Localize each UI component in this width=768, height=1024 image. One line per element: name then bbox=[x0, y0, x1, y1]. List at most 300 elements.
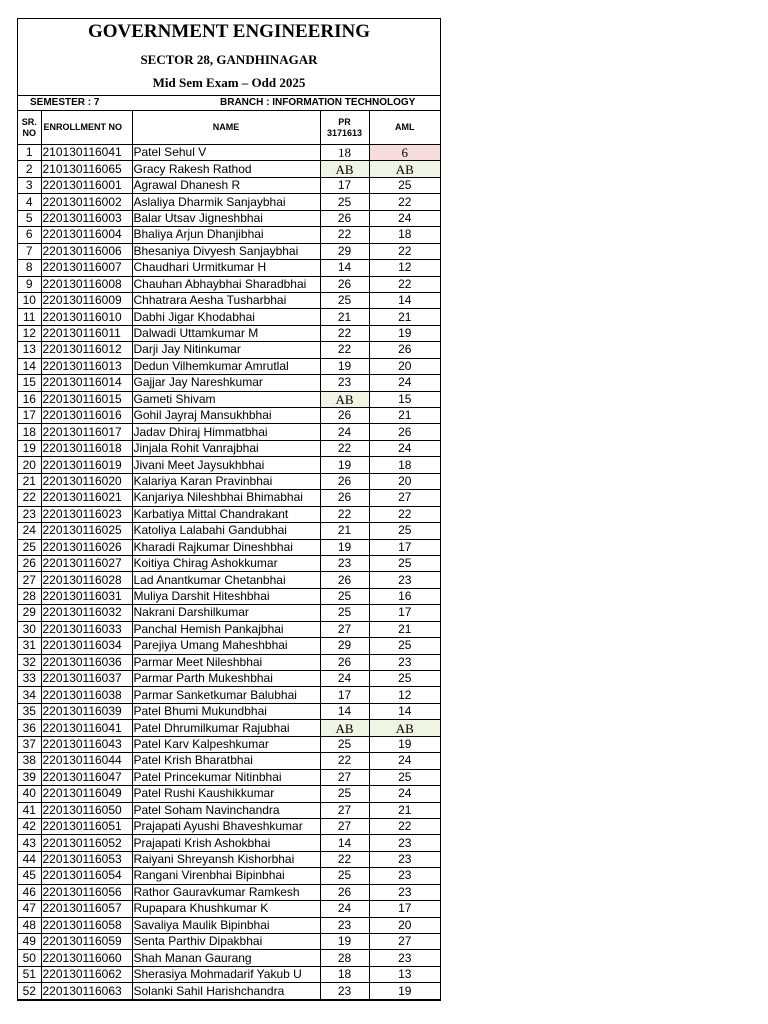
sr-cell: 50 bbox=[18, 950, 41, 966]
table-row bbox=[18, 966, 440, 982]
name-cell: Gracy Rakesh Rathod bbox=[132, 161, 320, 177]
enrollment-cell: 220130116023 bbox=[41, 506, 132, 522]
enrollment-cell: 220130116006 bbox=[41, 243, 132, 259]
enrollment-cell: 220130116016 bbox=[41, 408, 132, 424]
table-row bbox=[18, 868, 440, 884]
pr-mark-cell: 18 bbox=[320, 966, 369, 982]
institute-title: GOVERNMENT ENGINEERING bbox=[87, 21, 371, 42]
sr-cell: 34 bbox=[18, 687, 41, 703]
sr-cell: 8 bbox=[18, 260, 41, 276]
aml-mark-cell: 23 bbox=[369, 868, 440, 884]
name-cell: Senta Parthiv Dipakbhai bbox=[132, 934, 320, 950]
name-cell: Jinjala Rohit Vanrajbhai bbox=[132, 440, 320, 456]
table-row bbox=[18, 753, 440, 769]
table-row bbox=[18, 621, 440, 637]
pr-mark-cell: 25 bbox=[320, 868, 369, 884]
aml-mark-cell: 24 bbox=[369, 753, 440, 769]
aml-mark-cell: 25 bbox=[369, 671, 440, 687]
table-row bbox=[18, 473, 440, 489]
sr-cell: 15 bbox=[18, 375, 41, 391]
enrollment-cell: 220130116003 bbox=[41, 210, 132, 226]
table-row bbox=[18, 901, 440, 917]
pr-mark-cell: 29 bbox=[320, 638, 369, 654]
pr-mark-cell: 24 bbox=[320, 671, 369, 687]
name-cell: Rupapara Khushkumar K bbox=[132, 901, 320, 917]
sr-header-line1: SR. bbox=[21, 116, 37, 127]
sr-cell: 52 bbox=[18, 983, 41, 999]
sr-cell: 3 bbox=[18, 177, 41, 193]
enrollment-cell: 220130116057 bbox=[41, 901, 132, 917]
name-cell: Dabhi Jigar Khodabhai bbox=[132, 309, 320, 325]
table-row bbox=[18, 194, 440, 210]
name-cell: Parmar Sanketkumar Balubhai bbox=[132, 687, 320, 703]
name-cell: Muliya Darshit Hiteshbhai bbox=[132, 588, 320, 604]
enrollment-cell: 220130116001 bbox=[41, 177, 132, 193]
pr-mark-cell: 25 bbox=[320, 786, 369, 802]
enrollment-cell: 220130116018 bbox=[41, 440, 132, 456]
name-cell: Nakrani Darshilkumar bbox=[132, 605, 320, 621]
aml-mark-cell: 22 bbox=[369, 506, 440, 522]
name-cell: Koitiya Chirag Ashokkumar bbox=[132, 555, 320, 571]
aml-mark-cell: 14 bbox=[369, 292, 440, 308]
name-cell: Panchal Hemish Pankajbhai bbox=[132, 621, 320, 637]
table-row bbox=[18, 375, 440, 391]
enrollment-cell: 220130116062 bbox=[41, 966, 132, 982]
enrollment-cell: 220130116063 bbox=[41, 983, 132, 999]
table-row bbox=[18, 292, 440, 308]
name-cell: Kanjariya Nileshbhai Bhimabhai bbox=[132, 490, 320, 506]
semester-label: SEMESTER : 7 bbox=[30, 97, 100, 108]
pr-header-line2: 3171613 bbox=[326, 127, 363, 138]
table-row bbox=[18, 572, 440, 588]
table-row bbox=[18, 720, 440, 736]
table-body bbox=[18, 145, 440, 1000]
aml-mark-cell: 23 bbox=[369, 572, 440, 588]
aml-mark-cell: 20 bbox=[369, 358, 440, 374]
pr-mark-cell: 14 bbox=[320, 703, 369, 719]
name-cell: Aslaliya Dharmik Sanjaybhai bbox=[132, 194, 320, 210]
table-row bbox=[18, 884, 440, 900]
name-cell: Kalariya Karan Pravinbhai bbox=[132, 473, 320, 489]
col-header-enrollment: ENROLLMENT NO bbox=[41, 111, 132, 145]
pr-mark-cell: 25 bbox=[320, 588, 369, 604]
sr-cell: 44 bbox=[18, 851, 41, 867]
aml-mark-cell: 26 bbox=[369, 424, 440, 440]
col-header-sr bbox=[18, 111, 41, 145]
aml-mark-cell: 21 bbox=[369, 621, 440, 637]
table-row bbox=[18, 309, 440, 325]
aml-mark-cell: 22 bbox=[369, 276, 440, 292]
aml-mark-cell: 18 bbox=[369, 227, 440, 243]
pr-mark-cell: 22 bbox=[320, 753, 369, 769]
aml-mark-cell: 16 bbox=[369, 588, 440, 604]
enrollment-cell: 210130116041 bbox=[41, 145, 132, 161]
enrollment-cell: 210130116065 bbox=[41, 161, 132, 177]
col-header-aml: AML bbox=[369, 111, 440, 145]
aml-mark-cell: 25 bbox=[369, 177, 440, 193]
pr-mark-cell: 27 bbox=[320, 818, 369, 834]
branch-label: BRANCH : INFORMATION TECHNOLOGY bbox=[220, 97, 416, 108]
enrollment-cell: 220130116009 bbox=[41, 292, 132, 308]
aml-mark-cell: 14 bbox=[369, 703, 440, 719]
enrollment-cell: 220130116027 bbox=[41, 555, 132, 571]
aml-mark-cell: 24 bbox=[369, 210, 440, 226]
pr-mark-cell: 23 bbox=[320, 983, 369, 999]
pr-mark-cell: 26 bbox=[320, 654, 369, 670]
sr-cell: 5 bbox=[18, 210, 41, 226]
table-header-row bbox=[18, 111, 440, 145]
pr-mark-cell: 21 bbox=[320, 309, 369, 325]
name-cell: Agrawal Dhanesh R bbox=[132, 177, 320, 193]
name-cell: Patel Bhumi Mukundbhai bbox=[132, 703, 320, 719]
pr-mark-cell: 24 bbox=[320, 424, 369, 440]
pr-mark-cell: 22 bbox=[320, 342, 369, 358]
name-cell: Patel Karv Kalpeshkumar bbox=[132, 736, 320, 752]
table-row bbox=[18, 408, 440, 424]
enrollment-cell: 220130116049 bbox=[41, 786, 132, 802]
name-cell: Dedun Vilhemkumar Amrutlal bbox=[132, 358, 320, 374]
aml-mark-cell: 20 bbox=[369, 917, 440, 933]
enrollment-cell: 220130116054 bbox=[41, 868, 132, 884]
sr-cell: 26 bbox=[18, 555, 41, 571]
enrollment-cell: 220130116044 bbox=[41, 753, 132, 769]
name-cell: Chauhan Abhaybhai Sharadbhai bbox=[132, 276, 320, 292]
name-cell: Rathor Gauravkumar Ramkesh bbox=[132, 884, 320, 900]
table-row bbox=[18, 917, 440, 933]
table-row bbox=[18, 276, 440, 292]
enrollment-cell: 220130116051 bbox=[41, 818, 132, 834]
table-row bbox=[18, 260, 440, 276]
table-row bbox=[18, 523, 440, 539]
name-cell: Gameti Shivam bbox=[132, 391, 320, 407]
sr-cell: 38 bbox=[18, 753, 41, 769]
aml-mark-cell: 17 bbox=[369, 901, 440, 917]
table-row bbox=[18, 342, 440, 358]
table-row bbox=[18, 736, 440, 752]
enrollment-cell: 220130116037 bbox=[41, 671, 132, 687]
sr-cell: 42 bbox=[18, 818, 41, 834]
pr-mark-cell: AB bbox=[320, 391, 369, 407]
aml-mark-cell: 26 bbox=[369, 342, 440, 358]
pr-mark-cell: 23 bbox=[320, 555, 369, 571]
name-cell: Kharadi Rajkumar Dineshbhai bbox=[132, 539, 320, 555]
enrollment-cell: 220130116052 bbox=[41, 835, 132, 851]
aml-mark-cell: 18 bbox=[369, 457, 440, 473]
sr-cell: 13 bbox=[18, 342, 41, 358]
sr-cell: 2 bbox=[18, 161, 41, 177]
table-row bbox=[18, 555, 440, 571]
pr-mark-cell: 17 bbox=[320, 177, 369, 193]
enrollment-cell: 220130116008 bbox=[41, 276, 132, 292]
aml-mark-cell: 13 bbox=[369, 966, 440, 982]
aml-mark-cell: 21 bbox=[369, 802, 440, 818]
sr-cell: 45 bbox=[18, 868, 41, 884]
name-cell: Parmar Parth Mukeshbhai bbox=[132, 671, 320, 687]
sr-cell: 48 bbox=[18, 917, 41, 933]
sr-cell: 18 bbox=[18, 424, 41, 440]
pr-mark-cell: 25 bbox=[320, 292, 369, 308]
pr-mark-cell: 17 bbox=[320, 687, 369, 703]
sr-cell: 22 bbox=[18, 490, 41, 506]
sr-cell: 6 bbox=[18, 227, 41, 243]
enrollment-cell: 220130116033 bbox=[41, 621, 132, 637]
name-cell: Solanki Sahil Harishchandra bbox=[132, 983, 320, 999]
aml-mark-cell: 27 bbox=[369, 934, 440, 950]
pr-mark-cell: 23 bbox=[320, 375, 369, 391]
aml-mark-cell: 12 bbox=[369, 687, 440, 703]
enrollment-cell: 220130116058 bbox=[41, 917, 132, 933]
pr-mark-cell: 25 bbox=[320, 605, 369, 621]
marks-table bbox=[18, 111, 440, 1000]
table-row bbox=[18, 424, 440, 440]
table-row bbox=[18, 605, 440, 621]
aml-mark-cell: 23 bbox=[369, 851, 440, 867]
name-cell: Gohil Jayraj Mansukhbhai bbox=[132, 408, 320, 424]
sr-cell: 24 bbox=[18, 523, 41, 539]
aml-mark-cell: 22 bbox=[369, 243, 440, 259]
table-row bbox=[18, 145, 440, 161]
table-row bbox=[18, 391, 440, 407]
sr-cell: 39 bbox=[18, 769, 41, 785]
enrollment-cell: 220130116014 bbox=[41, 375, 132, 391]
enrollment-cell: 220130116041 bbox=[41, 720, 132, 736]
pr-mark-cell: 26 bbox=[320, 276, 369, 292]
aml-mark-cell: 24 bbox=[369, 440, 440, 456]
table-row bbox=[18, 818, 440, 834]
enrollment-cell: 220130116012 bbox=[41, 342, 132, 358]
pr-mark-cell: 19 bbox=[320, 934, 369, 950]
sr-cell: 40 bbox=[18, 786, 41, 802]
aml-mark-cell: AB bbox=[369, 720, 440, 736]
table-row bbox=[18, 490, 440, 506]
aml-mark-cell: 21 bbox=[369, 309, 440, 325]
table-row bbox=[18, 769, 440, 785]
enrollment-cell: 220130116015 bbox=[41, 391, 132, 407]
enrollment-cell: 220130116059 bbox=[41, 934, 132, 950]
aml-mark-cell: 22 bbox=[369, 818, 440, 834]
aml-mark-cell: 23 bbox=[369, 884, 440, 900]
table-row bbox=[18, 588, 440, 604]
aml-mark-cell: 21 bbox=[369, 408, 440, 424]
sr-cell: 4 bbox=[18, 194, 41, 210]
sr-cell: 9 bbox=[18, 276, 41, 292]
sr-cell: 37 bbox=[18, 736, 41, 752]
name-cell: Savaliya Maulik Bipinbhai bbox=[132, 917, 320, 933]
name-cell: Patel Dhrumilkumar Rajubhai bbox=[132, 720, 320, 736]
pr-mark-cell: 19 bbox=[320, 539, 369, 555]
pr-mark-cell: 28 bbox=[320, 950, 369, 966]
aml-mark-cell: 17 bbox=[369, 605, 440, 621]
enrollment-cell: 220130116021 bbox=[41, 490, 132, 506]
enrollment-cell: 220130116050 bbox=[41, 802, 132, 818]
pr-mark-cell: 23 bbox=[320, 917, 369, 933]
pr-mark-cell: 14 bbox=[320, 835, 369, 851]
aml-mark-cell: 19 bbox=[369, 983, 440, 999]
enrollment-cell: 220130116028 bbox=[41, 572, 132, 588]
name-cell: Bhesaniya Divyesh Sanjaybhai bbox=[132, 243, 320, 259]
name-cell: Darji Jay Nitinkumar bbox=[132, 342, 320, 358]
pr-mark-cell: 22 bbox=[320, 440, 369, 456]
table-row bbox=[18, 687, 440, 703]
table-row bbox=[18, 358, 440, 374]
aml-mark-cell: 17 bbox=[369, 539, 440, 555]
name-cell: Lad Anantkumar Chetanbhai bbox=[132, 572, 320, 588]
pr-mark-cell: 22 bbox=[320, 506, 369, 522]
pr-mark-cell: AB bbox=[320, 720, 369, 736]
table-row bbox=[18, 703, 440, 719]
table-row bbox=[18, 457, 440, 473]
name-cell: Prajapati Krish Ashokbhai bbox=[132, 835, 320, 851]
aml-mark-cell: 6 bbox=[369, 145, 440, 161]
enrollment-cell: 220130116043 bbox=[41, 736, 132, 752]
name-cell: Patel Krish Bharatbhai bbox=[132, 753, 320, 769]
pr-mark-cell: 26 bbox=[320, 210, 369, 226]
aml-mark-cell: 20 bbox=[369, 473, 440, 489]
marks-sheet bbox=[17, 18, 441, 1001]
table-row bbox=[18, 539, 440, 555]
enrollment-cell: 220130116047 bbox=[41, 769, 132, 785]
sr-cell: 17 bbox=[18, 408, 41, 424]
pr-mark-cell: 29 bbox=[320, 243, 369, 259]
sr-cell: 19 bbox=[18, 440, 41, 456]
sr-cell: 36 bbox=[18, 720, 41, 736]
table-row bbox=[18, 227, 440, 243]
sr-cell: 28 bbox=[18, 588, 41, 604]
enrollment-cell: 220130116025 bbox=[41, 523, 132, 539]
aml-mark-cell: 15 bbox=[369, 391, 440, 407]
pr-mark-cell: 26 bbox=[320, 490, 369, 506]
table-row bbox=[18, 325, 440, 341]
enrollment-cell: 220130116020 bbox=[41, 473, 132, 489]
table-row bbox=[18, 671, 440, 687]
name-cell: Patel Sehul V bbox=[132, 145, 320, 161]
aml-mark-cell: 25 bbox=[369, 555, 440, 571]
enrollment-cell: 220130116002 bbox=[41, 194, 132, 210]
sr-cell: 29 bbox=[18, 605, 41, 621]
sr-cell: 20 bbox=[18, 457, 41, 473]
enrollment-cell: 220130116013 bbox=[41, 358, 132, 374]
sr-cell: 1 bbox=[18, 145, 41, 161]
name-cell: Dalwadi Uttamkumar M bbox=[132, 325, 320, 341]
aml-mark-cell: 19 bbox=[369, 736, 440, 752]
enrollment-cell: 220130116019 bbox=[41, 457, 132, 473]
aml-mark-cell: 24 bbox=[369, 375, 440, 391]
enrollment-cell: 220130116053 bbox=[41, 851, 132, 867]
sr-cell: 32 bbox=[18, 654, 41, 670]
table-row bbox=[18, 177, 440, 193]
enrollment-cell: 220130116034 bbox=[41, 638, 132, 654]
name-cell: Prajapati Ayushi Bhaveshkumar bbox=[132, 818, 320, 834]
pr-mark-cell: 25 bbox=[320, 194, 369, 210]
table-row bbox=[18, 654, 440, 670]
meta-row bbox=[18, 96, 440, 111]
name-cell: Sherasiya Mohmadarif Yakub U bbox=[132, 966, 320, 982]
sr-cell: 11 bbox=[18, 309, 41, 325]
name-cell: Patel Princekumar Nitinbhai bbox=[132, 769, 320, 785]
sr-cell: 46 bbox=[18, 884, 41, 900]
table-row bbox=[18, 950, 440, 966]
pr-mark-cell: 26 bbox=[320, 408, 369, 424]
pr-mark-cell: 19 bbox=[320, 457, 369, 473]
table-row bbox=[18, 161, 440, 177]
table-row bbox=[18, 786, 440, 802]
pr-header-line1: PR bbox=[338, 116, 351, 127]
pr-mark-cell: 19 bbox=[320, 358, 369, 374]
pr-mark-cell: 25 bbox=[320, 736, 369, 752]
aml-mark-cell: 25 bbox=[369, 638, 440, 654]
sr-cell: 27 bbox=[18, 572, 41, 588]
sr-cell: 7 bbox=[18, 243, 41, 259]
enrollment-cell: 220130116031 bbox=[41, 588, 132, 604]
table-row bbox=[18, 210, 440, 226]
sr-cell: 25 bbox=[18, 539, 41, 555]
name-cell: Jadav Dhiraj Himmatbhai bbox=[132, 424, 320, 440]
name-cell: Parejiya Umang Maheshbhai bbox=[132, 638, 320, 654]
aml-mark-cell: 24 bbox=[369, 786, 440, 802]
name-cell: Katoliya Lalabahi Gandubhai bbox=[132, 523, 320, 539]
sr-cell: 31 bbox=[18, 638, 41, 654]
location-line: SECTOR 28, GANDHINAGAR bbox=[140, 52, 318, 67]
sr-cell: 43 bbox=[18, 835, 41, 851]
pr-mark-cell: 27 bbox=[320, 621, 369, 637]
aml-mark-cell: 23 bbox=[369, 835, 440, 851]
sr-cell: 21 bbox=[18, 473, 41, 489]
table-row bbox=[18, 506, 440, 522]
aml-mark-cell: 12 bbox=[369, 260, 440, 276]
enrollment-cell: 220130116038 bbox=[41, 687, 132, 703]
table-row bbox=[18, 802, 440, 818]
pr-mark-cell: 22 bbox=[320, 851, 369, 867]
enrollment-cell: 220130116007 bbox=[41, 260, 132, 276]
pr-mark-cell: 27 bbox=[320, 802, 369, 818]
enrollment-cell: 220130116017 bbox=[41, 424, 132, 440]
pr-mark-cell: 26 bbox=[320, 473, 369, 489]
name-cell: Parmar Meet Nileshbhai bbox=[132, 654, 320, 670]
pr-mark-cell: 27 bbox=[320, 769, 369, 785]
sr-cell: 12 bbox=[18, 325, 41, 341]
aml-mark-cell: 19 bbox=[369, 325, 440, 341]
table-row bbox=[18, 638, 440, 654]
col-header-pr bbox=[320, 111, 369, 145]
sr-cell: 51 bbox=[18, 966, 41, 982]
sr-cell: 10 bbox=[18, 292, 41, 308]
name-cell: Balar Utsav Jigneshbhai bbox=[132, 210, 320, 226]
name-cell: Chaudhari Urmitkumar H bbox=[132, 260, 320, 276]
table-row bbox=[18, 243, 440, 259]
enrollment-cell: 220130116011 bbox=[41, 325, 132, 341]
name-cell: Raiyani Shreyansh Kishorbhai bbox=[132, 851, 320, 867]
table-row bbox=[18, 983, 440, 999]
aml-mark-cell: AB bbox=[369, 161, 440, 177]
aml-mark-cell: 23 bbox=[369, 654, 440, 670]
sr-cell: 14 bbox=[18, 358, 41, 374]
pr-mark-cell: 18 bbox=[320, 145, 369, 161]
sr-cell: 41 bbox=[18, 802, 41, 818]
table-row bbox=[18, 440, 440, 456]
table-row bbox=[18, 934, 440, 950]
pr-mark-cell: 14 bbox=[320, 260, 369, 276]
enrollment-cell: 220130116060 bbox=[41, 950, 132, 966]
sr-header-line2: NO bbox=[22, 127, 36, 138]
sr-cell: 47 bbox=[18, 901, 41, 917]
sr-cell: 35 bbox=[18, 703, 41, 719]
aml-mark-cell: 25 bbox=[369, 769, 440, 785]
sr-cell: 16 bbox=[18, 391, 41, 407]
name-cell: Rangani Virenbhai Bipinbhai bbox=[132, 868, 320, 884]
table-row bbox=[18, 851, 440, 867]
pr-mark-cell: 26 bbox=[320, 884, 369, 900]
enrollment-cell: 220130116026 bbox=[41, 539, 132, 555]
